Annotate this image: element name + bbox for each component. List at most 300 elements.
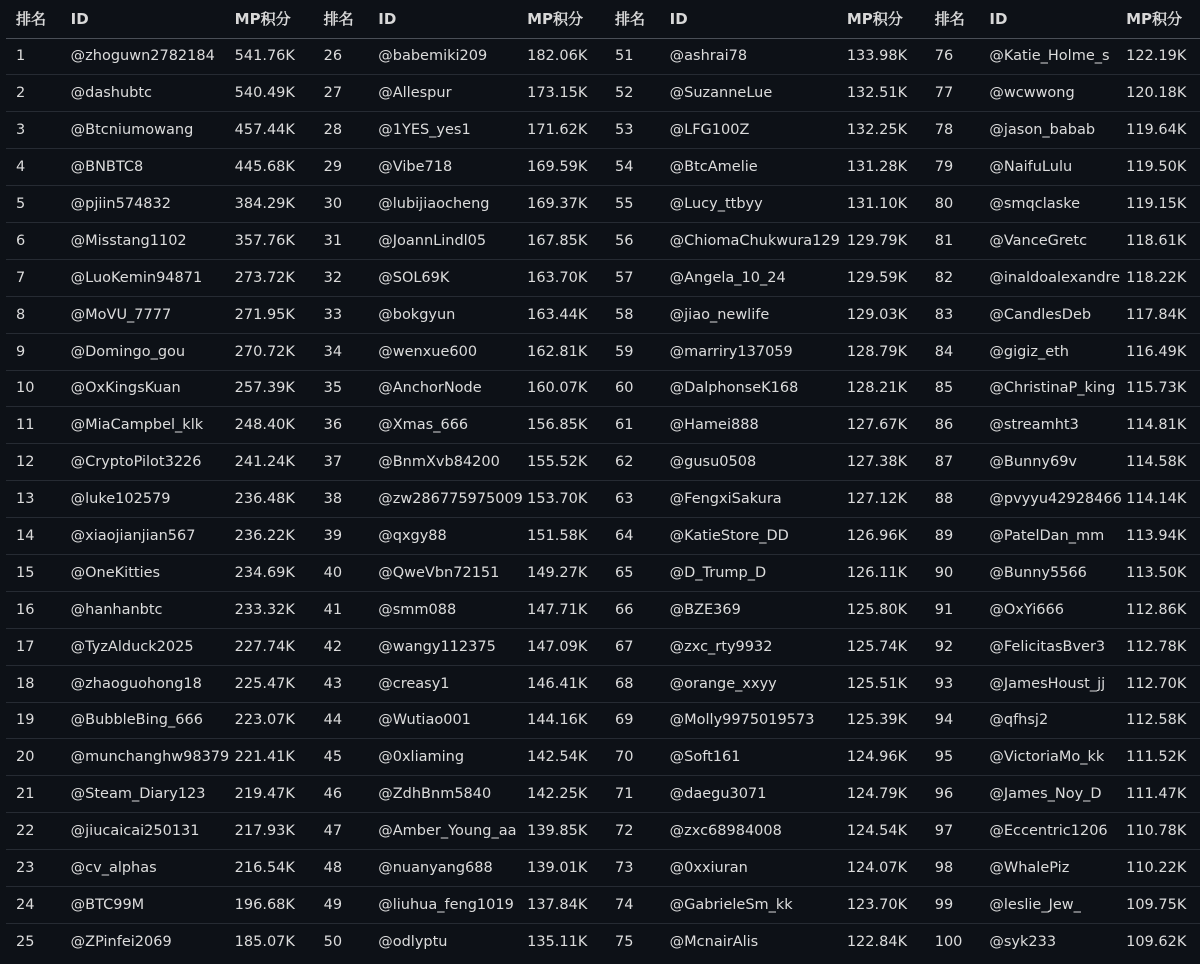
rank-cell: 81 xyxy=(925,222,980,259)
rank-cell: 1 xyxy=(6,38,61,75)
rank-cell: 63 xyxy=(605,481,660,518)
column-header-rank[interactable]: 排名 xyxy=(6,0,61,38)
user-id-cell[interactable]: @Bunny5566 xyxy=(979,554,1126,591)
score-cell: 118.22K xyxy=(1126,259,1200,296)
user-id-cell[interactable]: @BZE369 xyxy=(660,591,847,628)
rank-cell: 33 xyxy=(314,296,369,333)
rank-cell: 80 xyxy=(925,186,980,223)
score-cell: 113.94K xyxy=(1126,518,1200,555)
user-id-cell[interactable]: @Amber_Young_aa xyxy=(368,813,527,850)
score-cell: 227.74K xyxy=(235,628,314,665)
user-id-cell[interactable]: @ZdhBnm5840 xyxy=(368,776,527,813)
rank-cell: 41 xyxy=(314,591,369,628)
user-id-cell[interactable]: @AnchorNode xyxy=(368,370,527,407)
score-cell: 122.19K xyxy=(1126,38,1200,75)
user-id-cell[interactable]: @PatelDan_mm xyxy=(979,518,1126,555)
rank-cell: 71 xyxy=(605,776,660,813)
rank-cell: 95 xyxy=(925,739,980,776)
user-id-cell[interactable]: @SOL69K xyxy=(368,259,527,296)
score-cell: 457.44K xyxy=(235,112,314,149)
user-id-cell[interactable]: @Molly9975019573 xyxy=(660,702,847,739)
score-cell: 112.70K xyxy=(1126,665,1200,702)
score-cell: 149.27K xyxy=(527,554,605,591)
rank-cell: 22 xyxy=(6,813,61,850)
rank-cell: 82 xyxy=(925,259,980,296)
score-cell: 127.12K xyxy=(847,481,925,518)
user-id-cell[interactable]: @TyzAlduck2025 xyxy=(61,628,235,665)
user-id-cell[interactable]: @qfhsj2 xyxy=(979,702,1126,739)
score-cell: 119.50K xyxy=(1126,149,1200,186)
rank-cell: 23 xyxy=(6,850,61,887)
rank-cell: 84 xyxy=(925,333,980,370)
user-id-cell[interactable]: @Katie_Holme_s xyxy=(979,38,1126,75)
user-id-cell[interactable]: @zxc_rty9932 xyxy=(660,628,847,665)
user-id-cell[interactable]: @Misstang1102 xyxy=(61,222,235,259)
user-id-cell[interactable]: @wangy112375 xyxy=(368,628,527,665)
rank-cell: 65 xyxy=(605,554,660,591)
score-cell: 163.70K xyxy=(527,259,605,296)
rank-cell: 10 xyxy=(6,370,61,407)
score-cell: 131.28K xyxy=(847,149,925,186)
score-cell: 156.85K xyxy=(527,407,605,444)
user-id-cell[interactable]: @MiaCampbel_klk xyxy=(61,407,235,444)
score-cell: 270.72K xyxy=(235,333,314,370)
user-id-cell[interactable]: @CandlesDeb xyxy=(979,296,1126,333)
rank-cell: 29 xyxy=(314,149,369,186)
table-row xyxy=(6,370,1200,407)
user-id-cell[interactable]: @OxKingsKuan xyxy=(61,370,235,407)
user-id-cell[interactable]: @Eccentric1206 xyxy=(979,813,1126,850)
user-id-cell[interactable]: @orange_xxyy xyxy=(660,665,847,702)
rank-cell: 42 xyxy=(314,628,369,665)
rank-cell: 34 xyxy=(314,333,369,370)
rank-cell: 60 xyxy=(605,370,660,407)
table-row xyxy=(6,739,1200,776)
score-cell: 109.62K xyxy=(1126,934,1187,951)
rank-cell: 49 xyxy=(314,886,369,923)
rank-cell: 99 xyxy=(925,886,980,923)
rank-cell: 24 xyxy=(6,886,61,923)
user-id-cell[interactable]: @WhalePiz xyxy=(979,850,1126,887)
user-id-cell[interactable]: @marriry137059 xyxy=(660,333,847,370)
user-id-cell[interactable]: @nuanyang688 xyxy=(368,850,527,887)
table-row xyxy=(6,628,1200,665)
leaderboard-table xyxy=(6,0,1200,960)
user-id-cell[interactable]: @ChristinaP_king xyxy=(979,370,1126,407)
score-cell: 257.39K xyxy=(235,370,314,407)
score-cell: 144.16K xyxy=(527,702,605,739)
score-cell: 236.22K xyxy=(235,518,314,555)
rank-cell: 73 xyxy=(605,850,660,887)
column-header-id[interactable]: ID xyxy=(61,0,235,38)
user-id-cell[interactable]: @VictoriaMo_kk xyxy=(979,739,1126,776)
user-id-cell[interactable]: @pjiin574832 xyxy=(61,186,235,223)
score-cell: 133.98K xyxy=(847,38,925,75)
column-header-rank[interactable]: 排名 xyxy=(314,0,369,38)
table-row xyxy=(6,259,1200,296)
score-cell: 118.61K xyxy=(1126,222,1200,259)
score-cell: 125.80K xyxy=(847,591,925,628)
user-id-cell[interactable]: @CryptoPilot3226 xyxy=(61,444,235,481)
score-cell: 160.07K xyxy=(527,370,605,407)
user-id-cell[interactable]: @gusu0508 xyxy=(660,444,847,481)
score-cell: 185.07K xyxy=(234,934,295,951)
rank-cell: 97 xyxy=(925,813,980,850)
rank-cell: 18 xyxy=(6,665,61,702)
rank-cell: 52 xyxy=(605,75,660,112)
rank-cell: 9 xyxy=(6,333,61,370)
column-header-id[interactable]: ID xyxy=(660,0,847,38)
user-id-cell[interactable]: @ChiomaChukwura129 xyxy=(660,222,847,259)
user-id-cell[interactable]: @0xliaming xyxy=(368,739,527,776)
rank-cell: 78 xyxy=(925,112,980,149)
rank-cell: 76 xyxy=(925,38,980,75)
user-id-cell[interactable]: @FelicitasBver3 xyxy=(979,628,1126,665)
user-id-cell[interactable]: @wcwwong xyxy=(979,75,1126,112)
user-id-cell[interactable]: @jiucaicai250131 xyxy=(61,813,235,850)
user-id-cell[interactable]: @QweVbn72151 xyxy=(368,554,527,591)
rank-cell: 88 xyxy=(925,481,980,518)
rank-cell: 44 xyxy=(314,702,369,739)
score-cell: 114.81K xyxy=(1126,407,1200,444)
user-id-cell[interactable]: @gigiz_eth xyxy=(979,333,1126,370)
score-cell: 153.70K xyxy=(527,481,605,518)
table-row xyxy=(6,591,1200,628)
rank-cell: 25 xyxy=(16,934,35,951)
user-id-cell[interactable]: @OxYi666 xyxy=(979,591,1126,628)
rank-cell: 96 xyxy=(925,776,980,813)
user-id-cell[interactable]: @bokgyun xyxy=(368,296,527,333)
user-id-cell[interactable]: @wenxue600 xyxy=(368,333,527,370)
column-header-id[interactable]: ID xyxy=(368,0,527,38)
rank-cell: 67 xyxy=(605,628,660,665)
user-id-cell[interactable]: @smqclaske xyxy=(979,186,1126,223)
rank-cell: 28 xyxy=(314,112,369,149)
user-id-cell[interactable]: @daegu3071 xyxy=(660,776,847,813)
rank-cell: 64 xyxy=(605,518,660,555)
rank-cell: 70 xyxy=(605,739,660,776)
user-id-cell[interactable]: @Xmas_666 xyxy=(368,407,527,444)
score-cell: 119.64K xyxy=(1126,112,1200,149)
score-cell: 132.51K xyxy=(847,75,925,112)
rank-cell: 37 xyxy=(314,444,369,481)
rank-cell: 15 xyxy=(6,554,61,591)
user-id-cell[interactable]: @zhaoguohong18 xyxy=(61,665,235,702)
score-cell: 132.25K xyxy=(847,112,925,149)
user-id-cell[interactable]: @zw286775975009 xyxy=(368,481,527,518)
score-cell: 119.15K xyxy=(1126,186,1200,223)
rank-cell: 5 xyxy=(6,186,61,223)
rank-cell: 83 xyxy=(925,296,980,333)
table-row xyxy=(6,333,1200,370)
user-id-cell[interactable]: @inaldoalexandre xyxy=(979,259,1126,296)
score-cell: 110.78K xyxy=(1126,813,1200,850)
score-cell: 116.49K xyxy=(1126,333,1200,370)
rank-cell: 13 xyxy=(6,481,61,518)
user-id-cell[interactable]: @BTC99M xyxy=(61,886,235,923)
score-cell: 142.25K xyxy=(527,776,605,813)
user-id-cell[interactable]: @0xxiuran xyxy=(660,850,847,887)
user-id-cell[interactable]: @xiaojianjian567 xyxy=(61,518,235,555)
rank-cell: 93 xyxy=(925,665,980,702)
rank-cell: 4 xyxy=(6,149,61,186)
user-id-cell[interactable]: @DalphonseK168 xyxy=(660,370,847,407)
rank-cell: 27 xyxy=(314,75,369,112)
rank-cell: 57 xyxy=(605,259,660,296)
user-id-cell[interactable]: @VanceGretc xyxy=(979,222,1126,259)
score-cell: 196.68K xyxy=(235,886,314,923)
score-cell: 384.29K xyxy=(235,186,314,223)
column-header-rank[interactable]: 排名 xyxy=(605,0,660,38)
user-id-cell[interactable]: @BubbleBing_666 xyxy=(61,702,235,739)
score-cell: 112.58K xyxy=(1126,702,1200,739)
table-row xyxy=(6,850,1200,887)
user-id-cell[interactable]: @lubijiaocheng xyxy=(368,186,527,223)
table-row xyxy=(6,702,1200,739)
column-header-score[interactable]: MP积分 xyxy=(847,0,925,38)
user-id-cell[interactable]: @liuhua_feng1019 xyxy=(368,886,527,923)
score-cell: 123.70K xyxy=(847,886,925,923)
user-id-cell[interactable]: @McnairAlis xyxy=(669,934,759,951)
user-id-cell[interactable]: @creasy1 xyxy=(368,665,527,702)
score-cell: 114.58K xyxy=(1126,444,1200,481)
score-cell: 129.79K xyxy=(847,222,925,259)
rank-cell: 100 xyxy=(934,934,963,951)
rank-cell: 35 xyxy=(314,370,369,407)
score-cell: 219.47K xyxy=(235,776,314,813)
rank-cell: 19 xyxy=(6,702,61,739)
score-cell: 127.67K xyxy=(847,407,925,444)
rank-cell: 77 xyxy=(925,75,980,112)
user-id-cell[interactable]: @ashrai78 xyxy=(660,38,847,75)
score-cell: 540.49K xyxy=(235,75,314,112)
rank-cell: 94 xyxy=(925,702,980,739)
score-cell: 124.54K xyxy=(847,813,925,850)
user-id-cell[interactable]: @Lucy_ttbyy xyxy=(660,186,847,223)
score-cell: 109.75K xyxy=(1126,886,1200,923)
rank-cell: 8 xyxy=(6,296,61,333)
rank-cell: 31 xyxy=(314,222,369,259)
rank-cell: 55 xyxy=(605,186,660,223)
user-id-cell[interactable]: @babemiki209 xyxy=(368,38,527,75)
rank-cell: 48 xyxy=(314,850,369,887)
user-id-cell[interactable]: @FengxiSakura xyxy=(660,481,847,518)
user-id-cell[interactable]: @Domingo_gou xyxy=(61,333,235,370)
table-header-row xyxy=(6,0,1200,38)
user-id-cell[interactable]: @MoVU_7777 xyxy=(61,296,235,333)
score-cell: 142.54K xyxy=(527,739,605,776)
table-row xyxy=(6,222,1200,259)
rank-cell: 12 xyxy=(6,444,61,481)
score-cell: 151.58K xyxy=(527,518,605,555)
rank-cell: 38 xyxy=(314,481,369,518)
table-row xyxy=(6,444,1200,481)
column-header-score[interactable]: MP积分 xyxy=(235,0,314,38)
user-id-cell[interactable]: @jiao_newlife xyxy=(660,296,847,333)
user-id-cell[interactable]: @Steam_Diary123 xyxy=(61,776,235,813)
score-cell: 541.76K xyxy=(235,38,314,75)
rank-cell: 6 xyxy=(6,222,61,259)
user-id-cell[interactable]: @cv_alphas xyxy=(61,850,235,887)
table-row xyxy=(6,481,1200,518)
column-header-score[interactable]: MP积分 xyxy=(1126,0,1200,38)
user-id-cell[interactable]: @1YES_yes1 xyxy=(368,112,527,149)
score-cell: 128.79K xyxy=(847,333,925,370)
table-row xyxy=(6,554,1200,591)
score-cell: 146.41K xyxy=(527,665,605,702)
score-cell: 167.85K xyxy=(527,222,605,259)
user-id-cell[interactable]: @James_Noy_D xyxy=(979,776,1126,813)
rank-cell: 98 xyxy=(925,850,980,887)
table-row xyxy=(6,149,1200,186)
user-id-cell[interactable]: @Angela_10_24 xyxy=(660,259,847,296)
rank-cell: 68 xyxy=(605,665,660,702)
table-row xyxy=(6,665,1200,702)
user-id-cell[interactable]: @odlyptu xyxy=(378,934,448,951)
score-cell: 271.95K xyxy=(235,296,314,333)
user-id-cell[interactable]: @luke102579 xyxy=(61,481,235,518)
score-cell: 241.24K xyxy=(235,444,314,481)
rank-cell: 32 xyxy=(314,259,369,296)
score-cell: 169.59K xyxy=(527,149,605,186)
rank-cell: 91 xyxy=(925,591,980,628)
score-cell: 137.84K xyxy=(527,886,605,923)
score-cell: 173.15K xyxy=(527,75,605,112)
table-row xyxy=(6,407,1200,444)
score-cell: 124.07K xyxy=(847,850,925,887)
rank-cell: 61 xyxy=(605,407,660,444)
table-row xyxy=(6,776,1200,813)
rank-cell: 50 xyxy=(323,934,343,951)
user-id-cell[interactable]: @NaifuLulu xyxy=(979,149,1126,186)
user-id-cell[interactable]: @LFG100Z xyxy=(660,112,847,149)
score-cell: 122.84K xyxy=(846,934,908,951)
score-cell: 114.14K xyxy=(1126,481,1200,518)
rank-cell: 26 xyxy=(314,38,369,75)
rank-cell: 89 xyxy=(925,518,980,555)
rank-cell: 74 xyxy=(605,886,660,923)
score-cell: 445.68K xyxy=(235,149,314,186)
score-cell: 236.48K xyxy=(235,481,314,518)
user-id-cell[interactable]: @zxc68984008 xyxy=(660,813,847,850)
rank-cell: 17 xyxy=(6,628,61,665)
rank-cell: 75 xyxy=(615,934,634,951)
rank-cell: 7 xyxy=(6,259,61,296)
user-id-cell[interactable]: @ZPinfei2069 xyxy=(70,934,172,951)
rank-cell: 54 xyxy=(605,149,660,186)
score-cell: 127.38K xyxy=(847,444,925,481)
user-id-cell[interactable]: @Wutiao001 xyxy=(368,702,527,739)
table-row xyxy=(6,923,1200,960)
user-id-cell[interactable]: @Bunny69v xyxy=(979,444,1126,481)
rank-cell: 79 xyxy=(925,149,980,186)
user-id-cell[interactable]: @KatieStore_DD xyxy=(660,518,847,555)
user-id-cell[interactable]: @GabrieleSm_kk xyxy=(660,886,847,923)
rank-cell: 51 xyxy=(605,38,660,75)
rank-cell: 39 xyxy=(314,518,369,555)
user-id-cell[interactable]: @munchanghw98379 xyxy=(61,739,235,776)
user-id-cell[interactable]: @D_Trump_D xyxy=(660,554,847,591)
user-id-cell[interactable]: @Allespur xyxy=(368,75,527,112)
rank-cell: 21 xyxy=(6,776,61,813)
user-id-cell[interactable]: @syk233 xyxy=(989,934,1057,951)
rank-cell: 86 xyxy=(925,407,980,444)
rank-cell: 20 xyxy=(6,739,61,776)
score-cell: 147.71K xyxy=(527,591,605,628)
score-cell: 129.03K xyxy=(847,296,925,333)
rank-cell: 58 xyxy=(605,296,660,333)
user-id-cell[interactable]: @smm088 xyxy=(368,591,527,628)
score-cell: 126.96K xyxy=(847,518,925,555)
score-cell: 163.44K xyxy=(527,296,605,333)
score-cell: 171.62K xyxy=(527,112,605,149)
user-id-cell[interactable]: @Hamei888 xyxy=(660,407,847,444)
rank-cell: 36 xyxy=(314,407,369,444)
user-id-cell[interactable]: @BnmXvb84200 xyxy=(368,444,527,481)
table-row xyxy=(6,38,1200,75)
score-cell: 234.69K xyxy=(235,554,314,591)
user-id-cell[interactable]: @SuzanneLue xyxy=(660,75,847,112)
column-header-score[interactable]: MP积分 xyxy=(527,0,605,38)
score-cell: 110.22K xyxy=(1126,850,1200,887)
score-cell: 182.06K xyxy=(527,38,605,75)
table-row xyxy=(6,813,1200,850)
user-id-cell[interactable]: @dashubtc xyxy=(61,75,235,112)
user-id-cell[interactable]: @pvyyu42928466 xyxy=(979,481,1126,518)
rank-cell: 2 xyxy=(6,75,61,112)
user-id-cell[interactable]: @Btcniumowang xyxy=(61,112,235,149)
score-cell: 147.09K xyxy=(527,628,605,665)
rank-cell: 40 xyxy=(314,554,369,591)
score-cell: 124.79K xyxy=(847,776,925,813)
user-id-cell[interactable]: @hanhanbtc xyxy=(61,591,235,628)
user-id-cell[interactable]: @streamht3 xyxy=(979,407,1126,444)
rank-cell: 90 xyxy=(925,554,980,591)
user-id-cell[interactable]: @leslie_Jew_ xyxy=(979,886,1126,923)
rank-cell: 11 xyxy=(6,407,61,444)
user-id-cell[interactable]: @JoannLindl05 xyxy=(368,222,527,259)
score-cell: 112.86K xyxy=(1126,591,1200,628)
user-id-cell[interactable]: @LuoKemin94871 xyxy=(61,259,235,296)
score-cell: 273.72K xyxy=(235,259,314,296)
column-header-rank[interactable]: 排名 xyxy=(925,0,980,38)
table-row xyxy=(6,112,1200,149)
table-row xyxy=(6,75,1200,112)
user-id-cell[interactable]: @qxgy88 xyxy=(368,518,527,555)
score-cell: 115.73K xyxy=(1126,370,1200,407)
user-id-cell[interactable]: @BtcAmelie xyxy=(660,149,847,186)
score-cell: 112.78K xyxy=(1126,628,1200,665)
score-cell: 155.52K xyxy=(527,444,605,481)
rank-cell: 45 xyxy=(314,739,369,776)
user-id-cell[interactable]: @JamesHoust_jj xyxy=(979,665,1126,702)
rank-cell: 92 xyxy=(925,628,980,665)
rank-cell: 46 xyxy=(314,776,369,813)
score-cell: 126.11K xyxy=(847,554,925,591)
user-id-cell[interactable]: @BNBTC8 xyxy=(61,149,235,186)
user-id-cell[interactable]: @Soft161 xyxy=(660,739,847,776)
score-cell: 162.81K xyxy=(527,333,605,370)
rank-cell: 66 xyxy=(605,591,660,628)
rank-cell: 14 xyxy=(6,518,61,555)
column-header-id[interactable]: ID xyxy=(979,0,1126,38)
user-id-cell[interactable]: @OneKitties xyxy=(61,554,235,591)
user-id-cell[interactable]: @zhoguwn2782184 xyxy=(61,38,235,75)
user-id-cell[interactable]: @jason_babab xyxy=(979,112,1126,149)
score-cell: 248.40K xyxy=(235,407,314,444)
rank-cell: 62 xyxy=(605,444,660,481)
user-id-cell[interactable]: @Vibe718 xyxy=(368,149,527,186)
